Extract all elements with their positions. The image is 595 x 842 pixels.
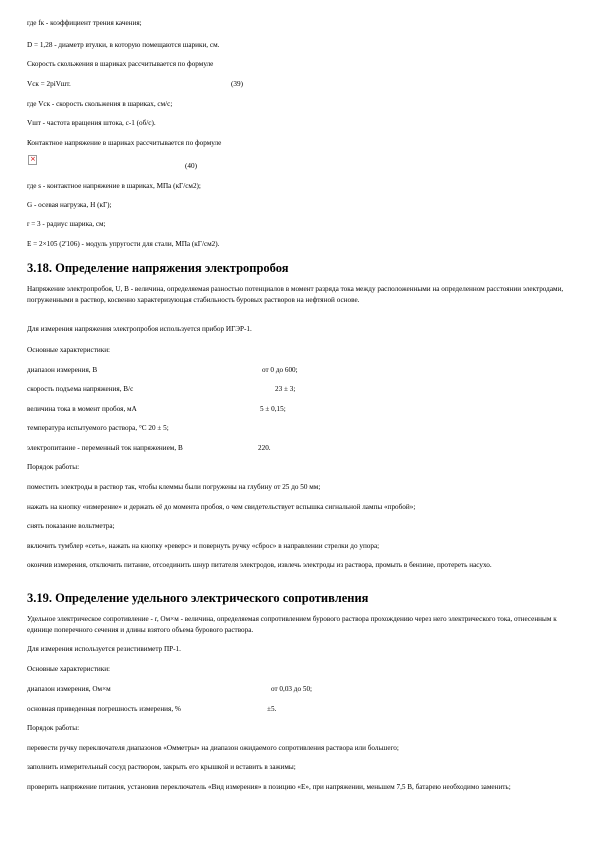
text-line: G - осевая нагрузка, Н (кГ); — [27, 201, 112, 209]
text-line: r = 3 - радиус шарика, см; — [27, 220, 106, 228]
step-item: включить тумблер «сеть», нажать на кнопку «реверс» и повернуть ручку «сброс» в направлении стрелки до упора; — [27, 542, 380, 550]
step-item: заполнить измерительный сосуд раствором, закрыть его крышкой и вставить в зажимы; — [27, 763, 296, 771]
spec-label: скорость подъема напряжения, В/с — [27, 385, 134, 393]
spec-label: диапазон измерения, Ом×м — [27, 685, 111, 693]
text-line: Для измерения напряжения электропробоя используется прибор ИГЭР-1. — [27, 325, 252, 333]
spec-value: 220. — [258, 444, 271, 452]
paragraph: Напряжение электропробоя, U, В - величина, определяемая разностью потенциалов в момент разряда тока между расположенными на определенном расстоянии электродами, погруженными в раствор, косвенно характеризующая стабильность буровых растворов на нефтяной основе. — [27, 285, 564, 304]
spec-value: 5 ± 0,15; — [260, 405, 286, 413]
step-item: поместить электроды в раствор так, чтобы клеммы были погружены на глубину от 25 до 50 мм; — [27, 483, 321, 491]
step-item: проверить напряжение питания, установив переключатель «Вид измерения» в позицию «Е», при напряжении, меньшем 7,5 В, батарею необходимо заменить; — [27, 783, 511, 791]
broken-image-icon: × — [30, 155, 36, 163]
text-line: Скорость скольжения в шариках рассчитывается по формуле — [27, 60, 214, 68]
step-item: нажать на кнопку «измерение» и держать её до момента пробоя, о чем свидетельствует вспышка сигнальной лампы «пробой»; — [27, 503, 416, 511]
text-line: Для измерения используется резистивиметр ПР-1. — [27, 645, 181, 653]
section-heading: 3.19. Определение удельного электрического сопротивления — [27, 591, 369, 605]
spec-label: диапазон измерения, В — [27, 366, 98, 374]
spec-value: от 0 до 600; — [262, 366, 298, 374]
text-line: где Vск - скорость скольжения в шариках, см/с; — [27, 100, 173, 108]
spec-value: 23 ± 3; — [275, 385, 296, 393]
text-line: Vшт - частота вращения штока, с-1 (об/с). — [27, 119, 156, 127]
text-line: Порядок работы: — [27, 463, 80, 471]
text-line: где fк - коэффициент трения качения; — [27, 19, 142, 27]
step-item: окончив измерения, отключить питание, отсоединить шнур питателя электродов, извлечь электроды из раствора, промыть в бензине, протереть насухо. — [27, 561, 492, 569]
spec-label: основная приведенная погрешность измерения, % — [27, 705, 181, 713]
text-line: D = 1,28 - диаметр втулки, в которую помещаются шарики, см. — [27, 41, 220, 49]
spec-label: электропитание - переменный ток напряжением, В — [27, 444, 183, 452]
spec-label: величина тока в момент пробоя, мА — [27, 405, 137, 413]
spec-label: температура испытуемого раствора, °С 20 ± 5; — [27, 424, 169, 432]
step-item: снять показание вольтметра; — [27, 522, 115, 530]
equation-number: (40) — [185, 162, 197, 170]
text-line: Основные характеристики: — [27, 346, 111, 354]
spec-value: ±5. — [267, 705, 277, 713]
text-line: Порядок работы: — [27, 724, 80, 732]
text-line: где s - контактное напряжение в шариках, МПа (кГ/см2); — [27, 182, 201, 190]
section-heading: 3.18. Определение напряжения электропробоя — [27, 261, 289, 275]
formula-39: Vск = 2piVшт. — [27, 80, 71, 88]
text-line: Контактное напряжение в шариках рассчитывается по формуле — [27, 139, 222, 147]
paragraph: Удельное электрическое сопротивление - r, Ом×м - величина, определяемая сопротивлением бурового раствора прохождению через него электрического тока, отнесенным к единице поперечного сечения и длины взятого объема бурового раствора. — [27, 615, 557, 634]
text-line: Е = 2×105 (2'106) - модуль упругости для стали, МПа (кГ/см2). — [27, 240, 220, 248]
equation-number: (39) — [231, 80, 243, 88]
text-line: Основные характеристики: — [27, 665, 111, 673]
spec-value: от 0,03 до 50; — [271, 685, 313, 693]
step-item: перевести ручку переключателя диапазонов «Омметры» на диапазон ожидаемого сопротивления раствора или большего; — [27, 744, 399, 752]
